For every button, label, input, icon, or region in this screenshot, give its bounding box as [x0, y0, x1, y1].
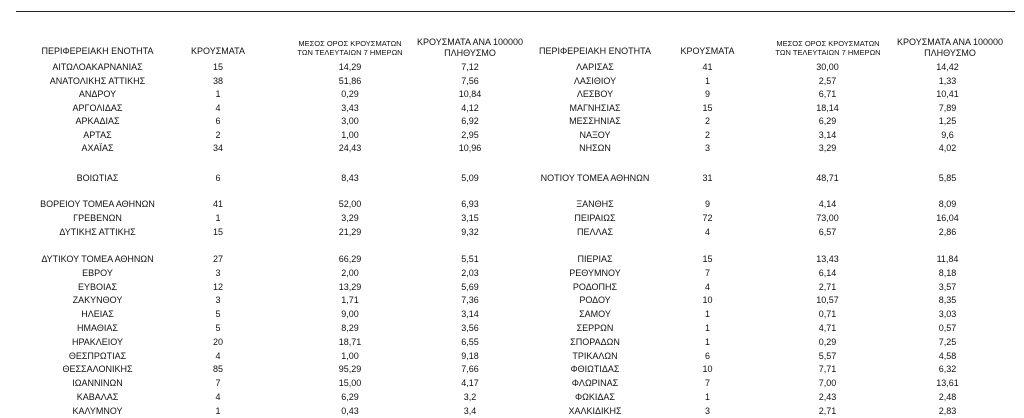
region-name-right: ΧΑΛΚΙΔΙΚΗΣ — [568, 406, 622, 416]
header-per100k-right-line1: ΚΡΟΥΣΜΑΤΑ ΑΝΑ 100000 — [897, 37, 1003, 47]
avg7-right: 3,14 — [818, 129, 837, 140]
region-name-right: ΣΑΜΟΥ — [579, 309, 611, 319]
region-name-right: ΛΑΡΙΣΑΣ — [576, 62, 614, 72]
top-rule — [16, 11, 1015, 12]
avg7-right: 30,00 — [816, 62, 839, 72]
cases-left: 3 — [215, 268, 221, 278]
cases-right: 72 — [702, 213, 713, 223]
table-row — [0, 336, 1024, 349]
cases-left: 3 — [215, 295, 221, 305]
header-avg7-right-line1: ΜΕΣΟΣ ΟΡΟΣ ΚΡΟΥΣΜΑΤΩΝ — [776, 39, 880, 48]
cases-right: 10 — [702, 295, 713, 305]
avg7-right: 7,00 — [818, 378, 837, 388]
region-name-left: ΗΡΑΚΛΕΙΟΥ — [71, 337, 124, 347]
avg7-right: 10,57 — [816, 295, 839, 305]
avg7-left: 1,00 — [341, 351, 359, 361]
header-region-right: ΠΕΡΙΦΕΡΕΙΑΚΗ ΕΝΟΤΗΤΑ — [538, 46, 652, 56]
avg7-left: 52,00 — [338, 199, 362, 209]
region-name-right: ΠΕΙΡΑΙΩΣ — [574, 213, 616, 223]
per100k-right: 9,6 — [941, 129, 954, 140]
avg7-right: 6,29 — [818, 116, 837, 126]
cases-left: 15 — [212, 62, 223, 72]
per100k-left: 10,96 — [458, 143, 482, 153]
cases-left: 4 — [215, 392, 221, 402]
avg7-right: 4,14 — [818, 199, 837, 209]
header-region-left: ΠΕΡΙΦΕΡΕΙΑΚΗ ΕΝΟΤΗΤΑ — [41, 46, 154, 56]
per100k-right: 5,85 — [938, 173, 957, 183]
per100k-right: 3,57 — [938, 282, 957, 292]
cases-left: 5 — [215, 309, 221, 319]
cases-right: 41 — [702, 62, 713, 72]
per100k-left: 7,36 — [461, 295, 479, 305]
avg7-right: 6,14 — [818, 268, 837, 278]
header-per100k-left-line2: ΠΛΗΘΥΣΜΟ — [444, 48, 496, 58]
region-name-left: ΔΥΤΙΚΟΥ ΤΟΜΕΑ ΑΘΗΝΩΝ — [41, 254, 154, 264]
per100k-left: 4,17 — [461, 378, 479, 388]
region-name-left: ΖΑΚΥΝΘΟΥ — [72, 295, 123, 305]
per100k-right: 3,03 — [938, 309, 957, 319]
header-avg7-left-line1: ΜΕΣΟΣ ΟΡΟΣ ΚΡΟΥΣΜΑΤΩΝ — [298, 39, 402, 48]
cases-right: 15 — [702, 254, 713, 264]
per100k-left: 3,4 — [463, 406, 477, 416]
per100k-left: 9,32 — [461, 227, 479, 237]
region-name-left: ΘΕΣΠΡΩΤΙΑΣ — [68, 351, 127, 361]
cases-right: 2 — [704, 129, 710, 140]
per100k-left: 10,84 — [458, 89, 482, 99]
per100k-right: 8,18 — [938, 268, 957, 278]
cases-left: 6 — [215, 116, 221, 126]
region-name-right: ΡΟΔΟΥ — [579, 295, 611, 305]
per100k-left: 5,09 — [461, 173, 479, 183]
table-row — [0, 405, 1024, 418]
region-name-right: ΦΩΚΙΔΑΣ — [575, 392, 615, 402]
avg7-left: 9,00 — [341, 309, 359, 319]
header-avg7-left-line2: ΤΩΝ ΤΕΛΕΥΤΑΙΩΝ 7 ΗΜΕΡΩΝ — [297, 48, 403, 57]
region-name-right: ΦΘΙΩΤΙΔΑΣ — [570, 364, 620, 374]
table-row — [0, 212, 1024, 225]
region-name-right: ΛΕΣΒΟΥ — [576, 89, 614, 99]
avg7-left: 8,29 — [341, 323, 359, 333]
header-per100k-left-line1: ΚΡΟΥΣΜΑΤΑ ΑΝΑ 100000 — [417, 37, 523, 47]
avg7-left: 3,43 — [341, 102, 359, 113]
region-name-left: ΑΝΔΡΟΥ — [78, 89, 117, 99]
region-name-right: ΝΗΣΩΝ — [579, 143, 611, 153]
cases-left: 20 — [212, 337, 223, 347]
table-row — [0, 308, 1024, 321]
cases-right: 3 — [704, 143, 710, 153]
header-avg7-right — [758, 39, 898, 57]
region-name-left: ΕΥΒΟΙΑΣ — [77, 282, 118, 292]
per100k-left: 2,03 — [461, 268, 479, 278]
region-name-right: ΡΟΔΟΠΗΣ — [572, 282, 618, 292]
table-row — [0, 198, 1024, 211]
per100k-left: 3,14 — [461, 309, 479, 319]
cases-right: 2 — [704, 116, 710, 126]
region-name-left: ΔΥΤΙΚΗΣ ΑΤΤΙΚΗΣ — [59, 227, 136, 237]
region-name-left: ΑΡΚΑΔΙΑΣ — [75, 116, 120, 126]
region-name-left: ΒΟΡΕΙΟΥ ΤΟΜΕΑ ΑΘΗΝΩΝ — [40, 199, 155, 209]
cases-right: 1 — [704, 392, 710, 402]
table-row — [0, 294, 1024, 307]
region-name-right: ΦΛΩΡΙΝΑΣ — [571, 378, 619, 388]
cases-left: 27 — [212, 254, 223, 264]
per100k-left: 9,18 — [461, 351, 479, 361]
table-row — [0, 281, 1024, 294]
per100k-right: 7,25 — [938, 337, 957, 347]
cases-right: 9 — [704, 199, 710, 209]
header-avg7-right-line2: ΤΩΝ ΤΕΛΕΥΤΑΙΩΝ 7 ΗΜΕΡΩΝ — [775, 48, 881, 57]
region-name-left: ΘΕΣΣΑΛΟΝΙΚΗΣ — [62, 364, 133, 374]
cases-left: 1 — [215, 406, 221, 416]
table-row — [0, 363, 1024, 376]
region-name-left: ΑΝΑΤΟΛΙΚΗΣ ΑΤΤΙΚΗΣ — [49, 75, 146, 86]
cases-right: 1 — [704, 323, 710, 333]
avg7-left: 18,71 — [338, 337, 362, 347]
avg7-right: 7,71 — [818, 364, 837, 374]
cases-left: 15 — [212, 227, 223, 237]
cases-left: 7 — [215, 378, 221, 388]
per100k-left: 7,66 — [461, 364, 479, 374]
table-row — [0, 391, 1024, 404]
cases-left: 2 — [215, 129, 221, 140]
region-name-right: ΡΕΘΥΜΝΟΥ — [569, 268, 621, 278]
avg7-right: 2,71 — [818, 282, 837, 292]
cases-right: 4 — [704, 227, 710, 237]
table-row — [0, 226, 1024, 239]
avg7-right: 18,14 — [816, 102, 839, 113]
cases-left: 4 — [215, 351, 221, 361]
avg7-right: 73,00 — [816, 213, 839, 223]
per100k-left: 2,95 — [461, 129, 479, 140]
per100k-left: 3,15 — [461, 213, 479, 223]
per100k-right: 13,61 — [936, 378, 959, 388]
region-name-right: ΣΕΡΡΩΝ — [576, 323, 614, 333]
avg7-right: 5,57 — [818, 351, 837, 361]
table-row — [0, 129, 1024, 142]
region-name-right: ΝΟΤΙΟΥ ΤΟΜΕΑ ΑΘΗΝΩΝ — [540, 173, 650, 183]
per100k-right: 14,42 — [936, 62, 959, 72]
region-name-left: ΙΩΑΝΝΙΝΩΝ — [72, 378, 123, 388]
avg7-right: 2,71 — [818, 406, 837, 416]
per100k-left: 7,12 — [461, 62, 479, 72]
avg7-left: 6,29 — [341, 392, 359, 402]
avg7-right: 0,71 — [818, 309, 837, 319]
region-name-right: ΝΑΞΟΥ — [579, 129, 611, 140]
region-name-left: ΑΡΤΑΣ — [83, 129, 112, 140]
avg7-left: 24,43 — [338, 143, 362, 153]
per100k-left: 7,56 — [461, 75, 479, 86]
cases-right: 1 — [704, 337, 710, 347]
per100k-right: 16,04 — [936, 213, 959, 223]
header-per100k-left — [405, 37, 535, 59]
region-name-right: ΤΡΙΚΑΛΩΝ — [572, 351, 618, 361]
per100k-right: 1,25 — [938, 116, 957, 126]
avg7-left: 0,43 — [341, 406, 359, 416]
avg7-left: 95,29 — [338, 364, 362, 374]
region-name-right: ΠΕΛΛΑΣ — [576, 227, 614, 237]
avg7-right: 4,71 — [818, 323, 837, 333]
avg7-right: 2,57 — [818, 75, 837, 86]
cases-right: 1 — [704, 309, 710, 319]
cases-left: 5 — [215, 323, 221, 333]
table-row — [0, 377, 1024, 390]
avg7-right: 3,29 — [818, 143, 837, 153]
table-row — [0, 75, 1024, 88]
avg7-right: 2,43 — [818, 392, 837, 402]
per100k-right: 7,89 — [938, 102, 957, 113]
per100k-right: 4,58 — [938, 351, 957, 361]
cases-right: 31 — [702, 173, 713, 183]
table-row — [0, 115, 1024, 128]
cases-left: 1 — [215, 213, 221, 223]
region-name-left: ΗΛΕΙΑΣ — [81, 309, 114, 319]
table-row — [0, 253, 1024, 266]
avg7-left: 0,29 — [341, 89, 359, 99]
table-row — [0, 322, 1024, 335]
table-row — [0, 61, 1024, 74]
table-row — [0, 88, 1024, 101]
cases-left: 41 — [212, 199, 223, 209]
region-name-right: ΜΕΣΣΗΝΙΑΣ — [569, 116, 621, 126]
avg7-left: 3,00 — [341, 116, 359, 126]
region-name-left: ΓΡΕΒΕΝΩΝ — [73, 213, 122, 223]
header-per100k-right — [885, 37, 1015, 59]
per100k-right: 11,84 — [936, 254, 959, 264]
cases-right: 7 — [704, 268, 710, 278]
per100k-left: 6,93 — [461, 199, 479, 209]
header-cases-right: ΚΡΟΥΣΜΑΤΑ — [680, 46, 735, 56]
avg7-left: 21,29 — [338, 227, 362, 237]
per100k-left: 4,12 — [461, 102, 479, 113]
cases-left: 12 — [212, 282, 223, 292]
avg7-left: 15,00 — [338, 378, 362, 388]
table-row — [0, 102, 1024, 115]
per100k-left: 5,51 — [461, 254, 479, 264]
cases-right: 3 — [704, 406, 710, 416]
avg7-left: 13,29 — [338, 282, 362, 292]
per100k-right: 2,86 — [938, 227, 957, 237]
cases-right: 9 — [704, 89, 710, 99]
per100k-right: 8,09 — [938, 199, 957, 209]
per100k-left: 6,92 — [461, 116, 479, 126]
avg7-right: 0,29 — [818, 337, 837, 347]
cases-right: 4 — [704, 282, 710, 292]
avg7-left: 66,29 — [338, 254, 362, 264]
region-name-left: ΗΜΑΘΙΑΣ — [77, 323, 118, 333]
cases-right: 15 — [702, 102, 713, 113]
per100k-right: 8,35 — [938, 295, 957, 305]
avg7-left: 51,86 — [338, 75, 362, 86]
avg7-left: 2,00 — [341, 268, 359, 278]
per100k-right: 2,48 — [938, 392, 957, 402]
table-row — [0, 172, 1024, 185]
avg7-left: 1,71 — [341, 295, 359, 305]
region-name-left: ΒΟΙΩΤΙΑΣ — [76, 173, 119, 183]
header-per100k-right-line2: ΠΛΗΘΥΣΜΟ — [924, 48, 976, 58]
region-name-left: ΚΑΛΥΜΝΟΥ — [72, 406, 123, 416]
avg7-right: 48,71 — [816, 173, 839, 183]
cases-left: 38 — [212, 75, 223, 86]
header-avg7-left — [280, 39, 420, 57]
per100k-left: 3,56 — [461, 323, 479, 333]
cases-right: 1 — [704, 75, 710, 86]
cases-right: 10 — [702, 364, 713, 374]
table-row — [0, 350, 1024, 363]
avg7-left: 1,00 — [341, 129, 359, 140]
region-name-right: ΣΠΟΡΑΔΩΝ — [570, 337, 620, 347]
region-name-left: ΚΑΒΑΛΑΣ — [76, 392, 119, 402]
cases-right: 6 — [704, 351, 710, 361]
table-row — [0, 267, 1024, 280]
region-name-left: ΑΙΤΩΛΟΑΚΑΡΝΑΝΙΑΣ — [52, 62, 143, 72]
cases-left: 85 — [212, 364, 223, 374]
per100k-left: 3,2 — [463, 392, 477, 402]
header-cases-left: ΚΡΟΥΣΜΑΤΑ — [191, 46, 245, 56]
cases-right: 7 — [704, 378, 710, 388]
cases-left: 4 — [215, 102, 221, 113]
avg7-left: 8,43 — [341, 173, 359, 183]
cases-left: 1 — [215, 89, 221, 99]
table-row — [0, 142, 1024, 155]
per100k-right: 2,83 — [938, 406, 957, 416]
per100k-right: 4,02 — [938, 143, 957, 153]
per100k-right: 6,32 — [938, 364, 957, 374]
per100k-right: 10,41 — [936, 89, 959, 99]
avg7-right: 6,57 — [818, 227, 837, 237]
per100k-right: 1,33 — [938, 75, 957, 86]
region-name-right: ΛΑΣΙΘΙΟΥ — [573, 75, 617, 86]
region-name-right: ΞΑΝΘΗΣ — [576, 199, 614, 209]
per100k-right: 0,57 — [938, 323, 957, 333]
avg7-left: 3,29 — [341, 213, 359, 223]
region-name-left: ΕΒΡΟΥ — [82, 268, 113, 278]
avg7-right: 6,71 — [818, 89, 837, 99]
region-name-left: ΑΡΓΟΛΙΔΑΣ — [72, 102, 123, 113]
cases-left: 34 — [212, 143, 223, 153]
avg7-right: 13,43 — [816, 254, 839, 264]
per100k-left: 6,55 — [461, 337, 479, 347]
per100k-left: 5,69 — [461, 282, 479, 292]
avg7-left: 14,29 — [338, 62, 362, 72]
region-name-left: ΑΧΑΪΑΣ — [81, 143, 114, 153]
cases-left: 6 — [215, 173, 221, 183]
region-name-right: ΠΙΕΡΙΑΣ — [577, 254, 613, 264]
region-name-right: ΜΑΓΝΗΣΙΑΣ — [569, 102, 621, 113]
